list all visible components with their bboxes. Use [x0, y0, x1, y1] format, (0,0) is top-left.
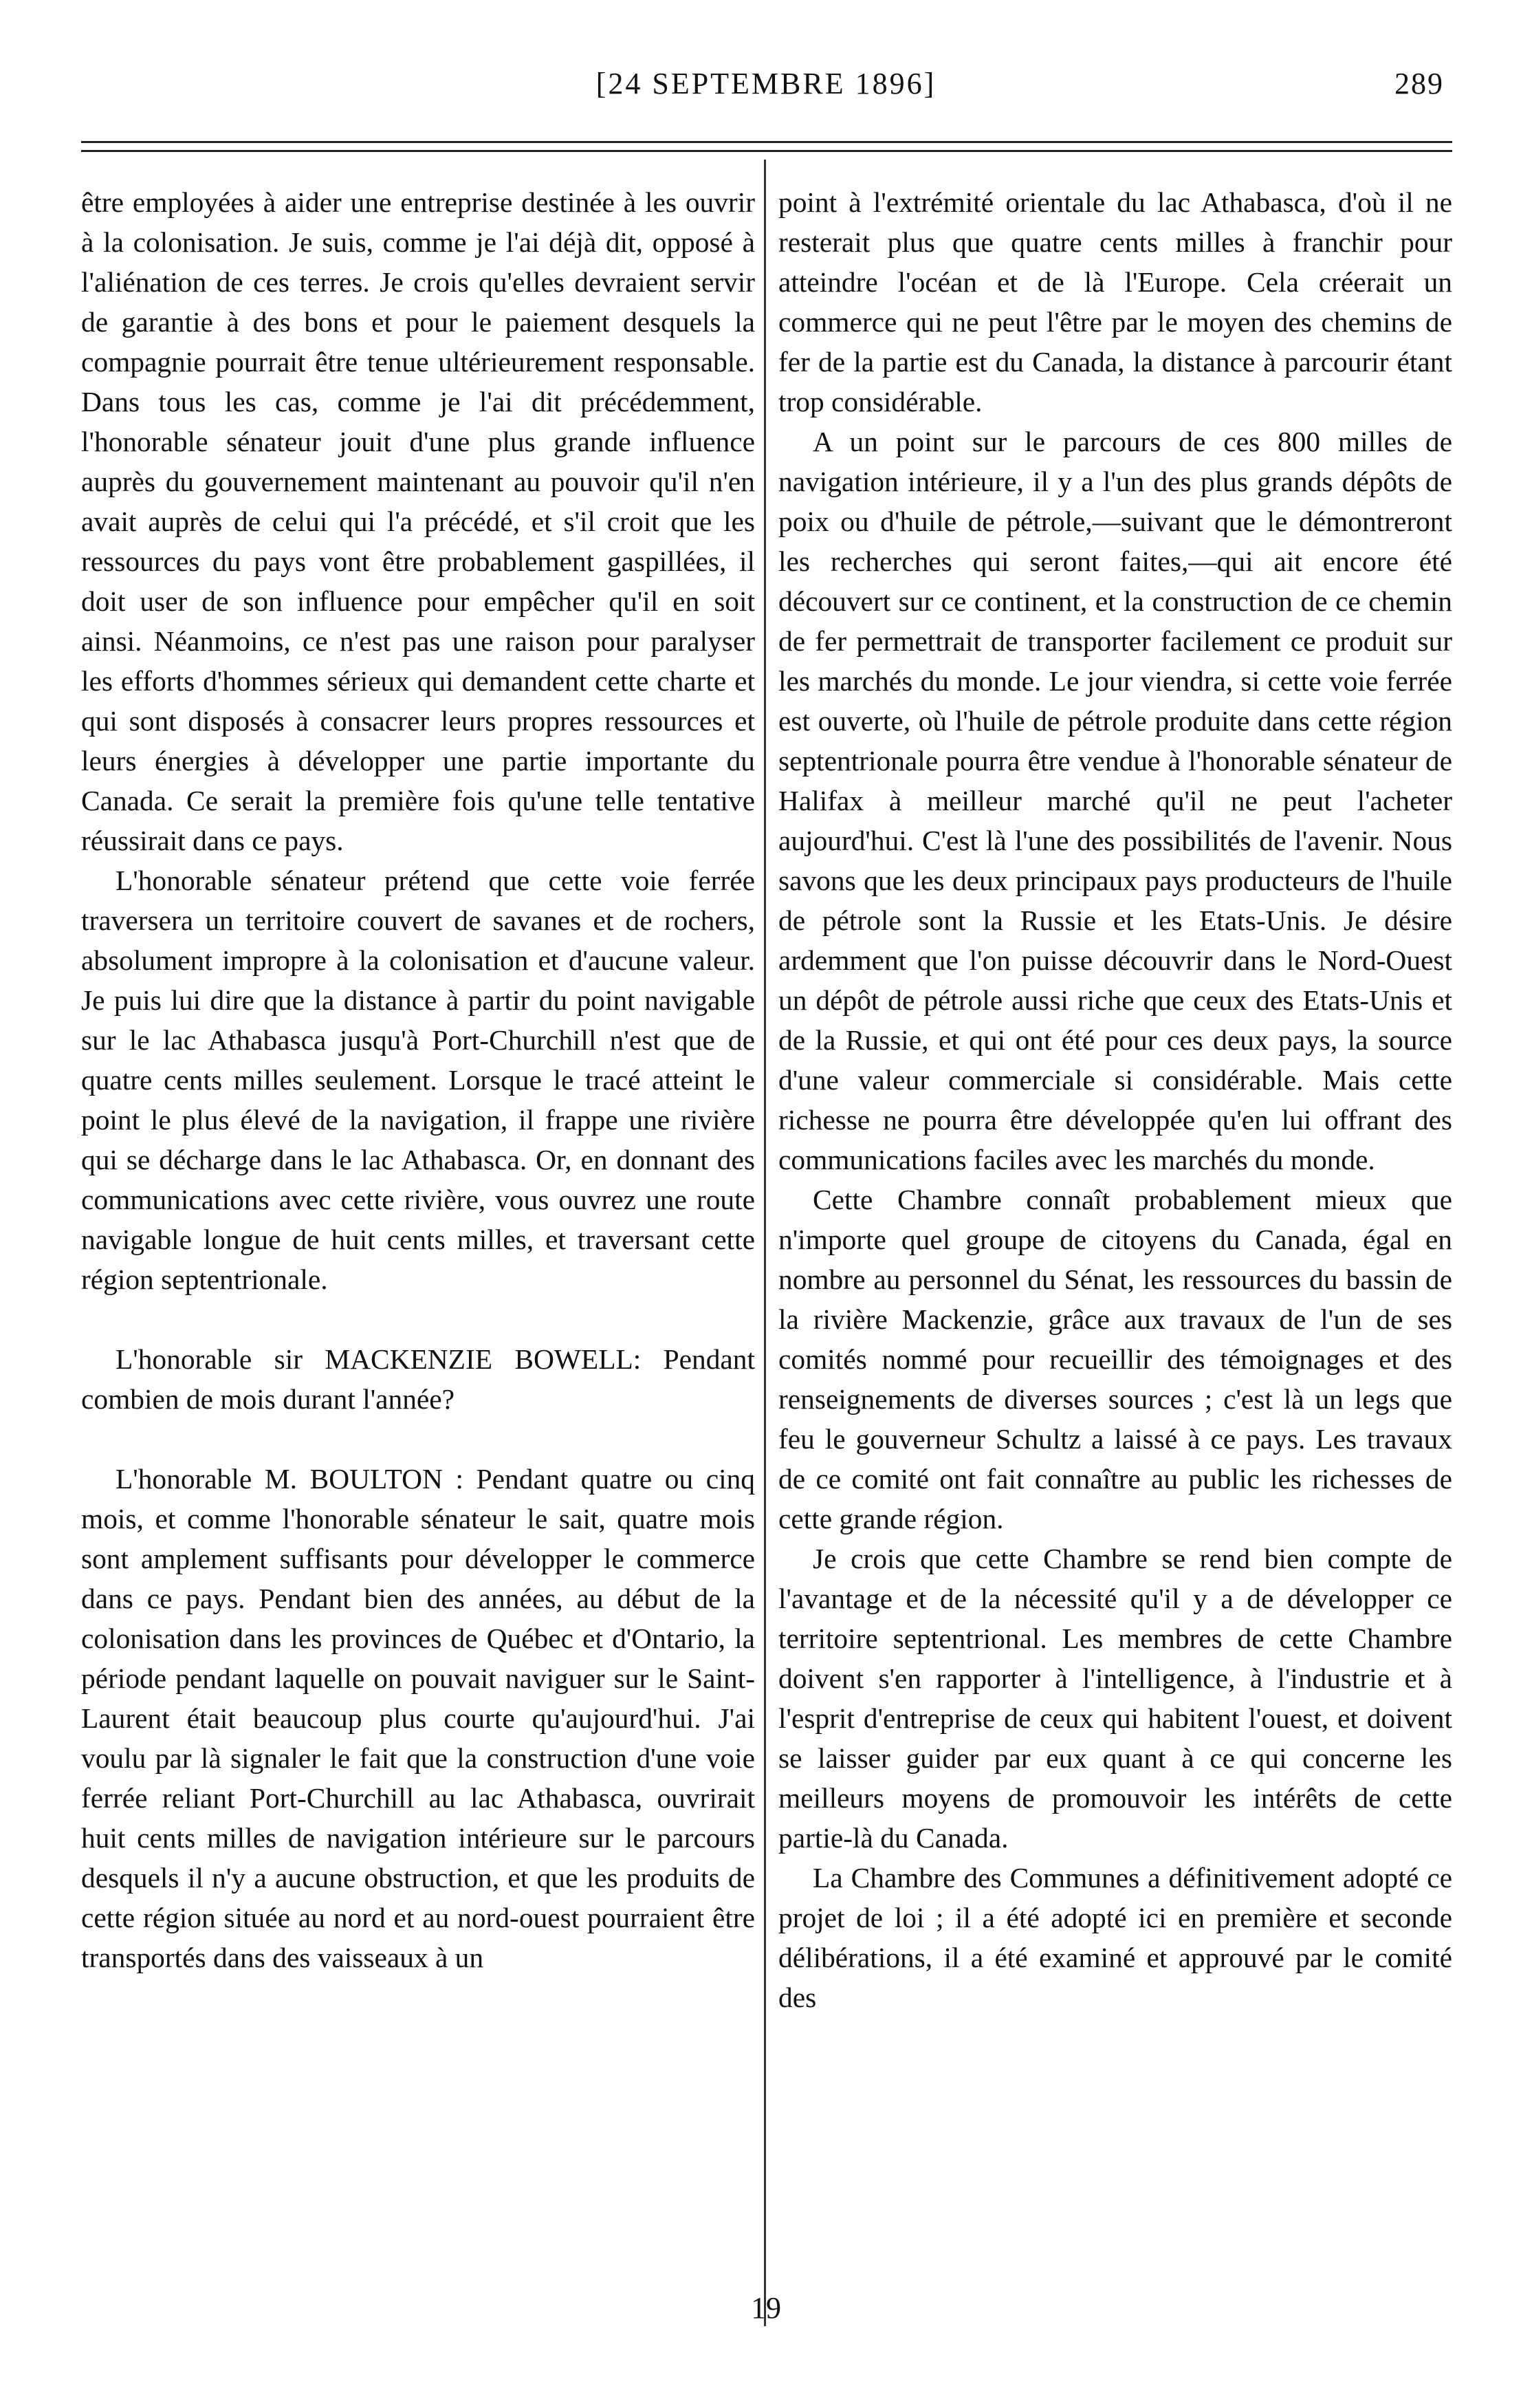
- speech-text: Pendant combien de mois durant l'année?: [81, 1343, 755, 1415]
- left-column: [81, 182, 755, 1977]
- speech-paragraph: [81, 1459, 755, 1977]
- speech-text: Pendant quatre ou cinq mois, et comme l'honorable sénateur le sait, quatre mois sont amplement suffisants pour développer le commerce dans ce pays. Pendant bien des années, au début de la colonisation dans les provinces de Québec et d'Ontario, la période pendant laquelle on pouvait naviguer sur le Saint-Laurent était beaucoup plus courte qu'aujourd'hui. J'ai voulu par là signaler le fait que la construction d'une voie ferrée reliant Port-Churchill au lac Athabasca, ouvrirait huit cents milles de navigation intérieure sur le parcours desquels il n'y a aucune obstruction, et que les produits de cette région située au nord et au nord-ouest pourraient être transportés dans des vaisseaux à un: [81, 1463, 755, 1973]
- page-header: [0, 66, 1532, 107]
- column-divider: [764, 160, 766, 2326]
- paragraph: Cette Chambre connaît probablement mieux que n'importe quel groupe de citoyens du Canada, égal en nombre au personnel du Sénat, les ressources du bassin de la rivière Mackenzie, grâce aux travaux de l'un de ses comités nommé pour recueillir des témoignages et des renseignements de diverses sources ; c'est là un legs que feu le gouverneur Schultz a laissé à ce pays. Les travaux de ce comité ont fait connaître au public les richesses de cette grande région.: [778, 1184, 1452, 1534]
- speaker-name: L'honorable sir MACKENZIE BOWELL:: [116, 1343, 642, 1375]
- page-number: 289: [1394, 67, 1444, 100]
- signature-mark: 19: [751, 2291, 781, 2325]
- paragraph: L'honorable sénateur prétend que cette voie ferrée traversera un territoire couvert de savanes et de rochers, absolument impropre à la colonisation et d'aucune valeur. Je puis lui dire que la distance à partir du point navigable sur le lac Athabasca jusqu'à Port-Churchill n'est que de quatre cents milles seulement. Lorsque le tracé atteint le point le plus élevé de la navigation, il frappe une rivière qui se décharge dans le lac Athabasca. Or, en donnant des communications avec cette rivière, vous ouvrez une route navigable longue de huit cents milles, et traversant cette région septentrionale.: [81, 865, 755, 1295]
- paragraph: La Chambre des Communes a définitivement adopté ce projet de loi ; il a été adopté ici en première et seconde délibérations, il a été examiné et approuvé par le comité des: [778, 1862, 1452, 2013]
- speech-paragraph: [81, 1339, 755, 1419]
- header-rule-top: [81, 141, 1452, 143]
- header-date: [24 SEPTEMBRE 1896]: [595, 67, 937, 100]
- paragraph: Je crois que cette Chambre se rend bien compte de l'avantage et de la nécessité qu'il y a de développer ce territoire septentrional. Les membres de cette Chambre doivent s'en rapporter à l'intelligence, à l'industrie et à l'esprit d'entreprise de ceux qui habitent l'ouest, et doivent se laisser guider par eux quant à ce qui concerne les meilleurs moyens de promouvoir les intérêts de cette partie-là du Canada.: [778, 1543, 1452, 1854]
- right-column: [778, 182, 1452, 2017]
- paragraph: A un point sur le parcours de ces 800 milles de navigation intérieure, il y a l'un des plus grands dépôts de poix ou d'huile de pétrole,—suivant que le démontreront les recherches qui seront faites,—qui ait encore été découvert sur ce continent, et la construction de ce chemin de fer permettrait de transporter facilement ce produit sur les marchés du monde. Le jour viendra, si cette voie ferrée est ouverte, où l'huile de pétrole produite dans cette région septentrionale pourra être vendue à l'honorable sénateur de Halifax à meilleur marché qu'il ne peut l'acheter aujourd'hui. C'est là l'une des possibilités de l'avenir. Nous savons que les deux principaux pays producteurs de l'huile de pétrole sont la Russie et les Etats-Unis. Je désire ardemment que l'on puisse découvrir dans le Nord-Ouest un dépôt de pétrole aussi riche que ceux des Etats-Unis et de la Russie, et qui ont été pour ces deux pays, la source d'une valeur commerciale si considérable. Mais cette richesse ne pourra être développée qu'en lui offrant des communications faciles avec les marchés du monde.: [778, 426, 1452, 1175]
- paragraph: point à l'extrémité orientale du lac Athabasca, d'où il ne resterait plus que quatre cents milles à franchir pour atteindre l'océan et de là l'Europe. Cela créerait un commerce qui ne peut l'être par le moyen des chemins de fer de la partie est du Canada, la distance à parcourir étant trop considérable.: [778, 186, 1452, 417]
- paragraph: être employées à aider une entreprise destinée à les ouvrir à la colonisation. Je suis, comme je l'ai déjà dit, opposé à l'aliénation de ces terres. Je crois qu'elles devraient servir de garantie à des bons et pour le paiement desquels la compagnie pourrait être tenue ultérieurement responsable. Dans tous les cas, comme je l'ai dit précédemment, l'honorable sénateur jouit d'une plus grande influence auprès du gouvernement maintenant au pouvoir qu'il n'en avait auprès de celui qui l'a précédé, et s'il croit que les ressources du pays vont être probablement gaspillées, il doit user de son influence pour empêcher qu'il en soit ainsi. Néanmoins, ce n'est pas une raison pour paralyser les efforts d'hommes sérieux qui demandent cette charte et qui sont disposés à consacrer leurs propres ressources et leurs énergies à développer une partie importante du Canada. Ce serait la première fois qu'une telle tentative réussirait dans ce pays.: [81, 186, 755, 856]
- speaker-name: L'honorable M. BOULTON :: [116, 1463, 464, 1495]
- header-rule-bottom: [81, 150, 1452, 152]
